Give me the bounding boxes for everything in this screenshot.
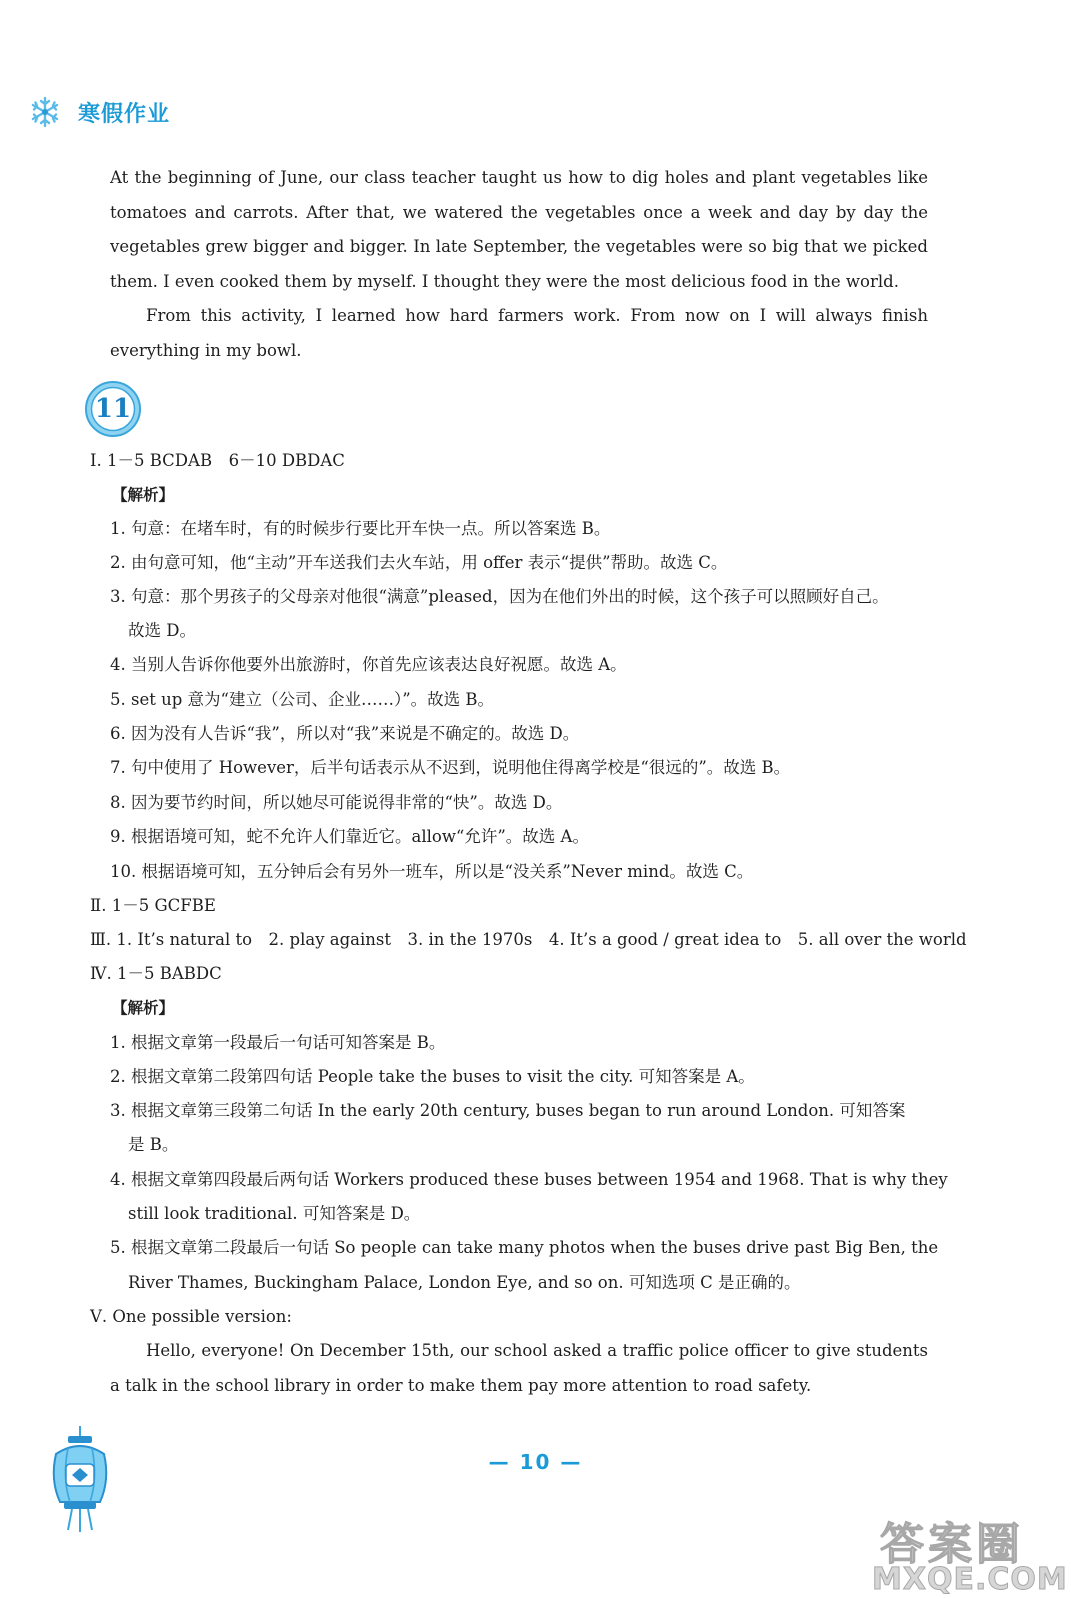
analysis-item: 9. 根据语境可知，蛇不允许人们靠近它。allow“允许”。故选 A。 (110, 827, 589, 846)
passage-paragraph-2: From this activity, I learned how hard farmers work. From now on I will always finish everything in my bowl. (110, 306, 928, 360)
header-title: 寒假作业 (78, 101, 171, 127)
page-footer (0, 1450, 1071, 1474)
analysis-item: 1. 根据文章第一段最后一句话可知答案是 B。 (110, 1033, 446, 1052)
section-2-answers: Ⅱ. 1－5 GCFBE (90, 896, 216, 915)
lantern-icon (42, 1424, 120, 1534)
section-4-analysis-label: 【解析】 (112, 999, 175, 1017)
analysis-item: 3. 根据文章第三段第二句话 In the early 20th century, buses began to run around London. 可知答案 (110, 1101, 906, 1120)
watermark-logo: 答案圈 (880, 1519, 1024, 1570)
analysis-item-continued: still look traditional. 可知答案是 D。 (128, 1204, 421, 1223)
analysis-item: 5. 根据文章第二段最后一句话 So people can take many photos when the buses drive past Big Ben, the (110, 1238, 939, 1257)
analysis-item: 5. set up 意为“建立（公司、企业……）”。故选 B。 (110, 690, 495, 709)
analysis-item: 4. 当别人告诉你他要外出旅游时，你首先应该表达良好祝愿。故选 A。 (110, 655, 627, 674)
analysis-item-continued: 是 B。 (128, 1135, 179, 1154)
section-1-answers: Ⅰ. 1－5 BCDAB 6－10 DBDAC (90, 451, 345, 470)
passage-paragraph-1: At the beginning of June, our class teacher taught us how to dig holes and plant vegetables like tomatoes and carrots. After that, we watered the vegetables once a week and day by day the vegetables grew bigger and bigger. In late September, the vegetables were so big that we picked them. I even cooked them by myself. I thought they were the most delicious food in the world. (110, 168, 928, 291)
analysis-item-continued: 故选 D。 (128, 621, 196, 640)
analysis-item: 3. 句意：那个男孩子的父母亲对他很“满意”pleased，因为在他们外出的时候，这个孩子可以照顾好自己。 (110, 587, 889, 606)
page-number: — 10 — (488, 1450, 583, 1474)
section-5-heading: Ⅴ. One possible version: (90, 1307, 292, 1326)
watermark-url: MXQE.COM (872, 1562, 1068, 1597)
section-1-analysis-label: 【解析】 (112, 486, 175, 504)
analysis-item: 2. 由句意可知，他“主动”开车送我们去火车站，用 offer 表示“提供”帮助。故选 C。 (110, 553, 728, 572)
unit-number: 11 (94, 394, 132, 424)
section-5-essay: Hello, everyone! On December 15th, our school asked a traffic police officer to give students a talk in the school library in order to make them pay more attention to road safety. (110, 1341, 928, 1395)
snowflake-icon (28, 95, 62, 129)
analysis-item: 8. 因为要节约时间，所以她尽可能说得非常的“快”。故选 D。 (110, 793, 563, 812)
analysis-item: 7. 句中使用了 However，后半句话表示从不迟到，说明他住得离学校是“很远的”。故选 B。 (110, 758, 791, 777)
analysis-item: 4. 根据文章第四段最后两句话 Workers produced these buses between 1954 and 1968. That is why they (110, 1170, 948, 1189)
section-4-answers: Ⅳ. 1－5 BABDC (90, 964, 222, 983)
page-header (28, 92, 170, 132)
analysis-item-continued: River Thames, Buckingham Palace, London Eye, and so on. 可知选项 C 是正确的。 (128, 1273, 801, 1292)
section-3-answers: Ⅲ. 1. It’s natural to 2. play against 3. in the 1970s 4. It’s a good / great idea to 5. all over the world (90, 930, 967, 949)
analysis-item: 2. 根据文章第二段第四句话 People take the buses to visit the city. 可知答案是 A。 (110, 1067, 755, 1086)
analysis-item: 1. 句意：在堵车时，有的时候步行要比开车快一点。所以答案选 B。 (110, 519, 611, 538)
analysis-item: 10. 根据语境可知，五分钟后会有另外一班车，所以是“没关系”Never mind。故选 C。 (110, 862, 754, 881)
analysis-item: 6. 因为没有人告诉“我”，所以对“我”来说是不确定的。故选 D。 (110, 724, 580, 743)
